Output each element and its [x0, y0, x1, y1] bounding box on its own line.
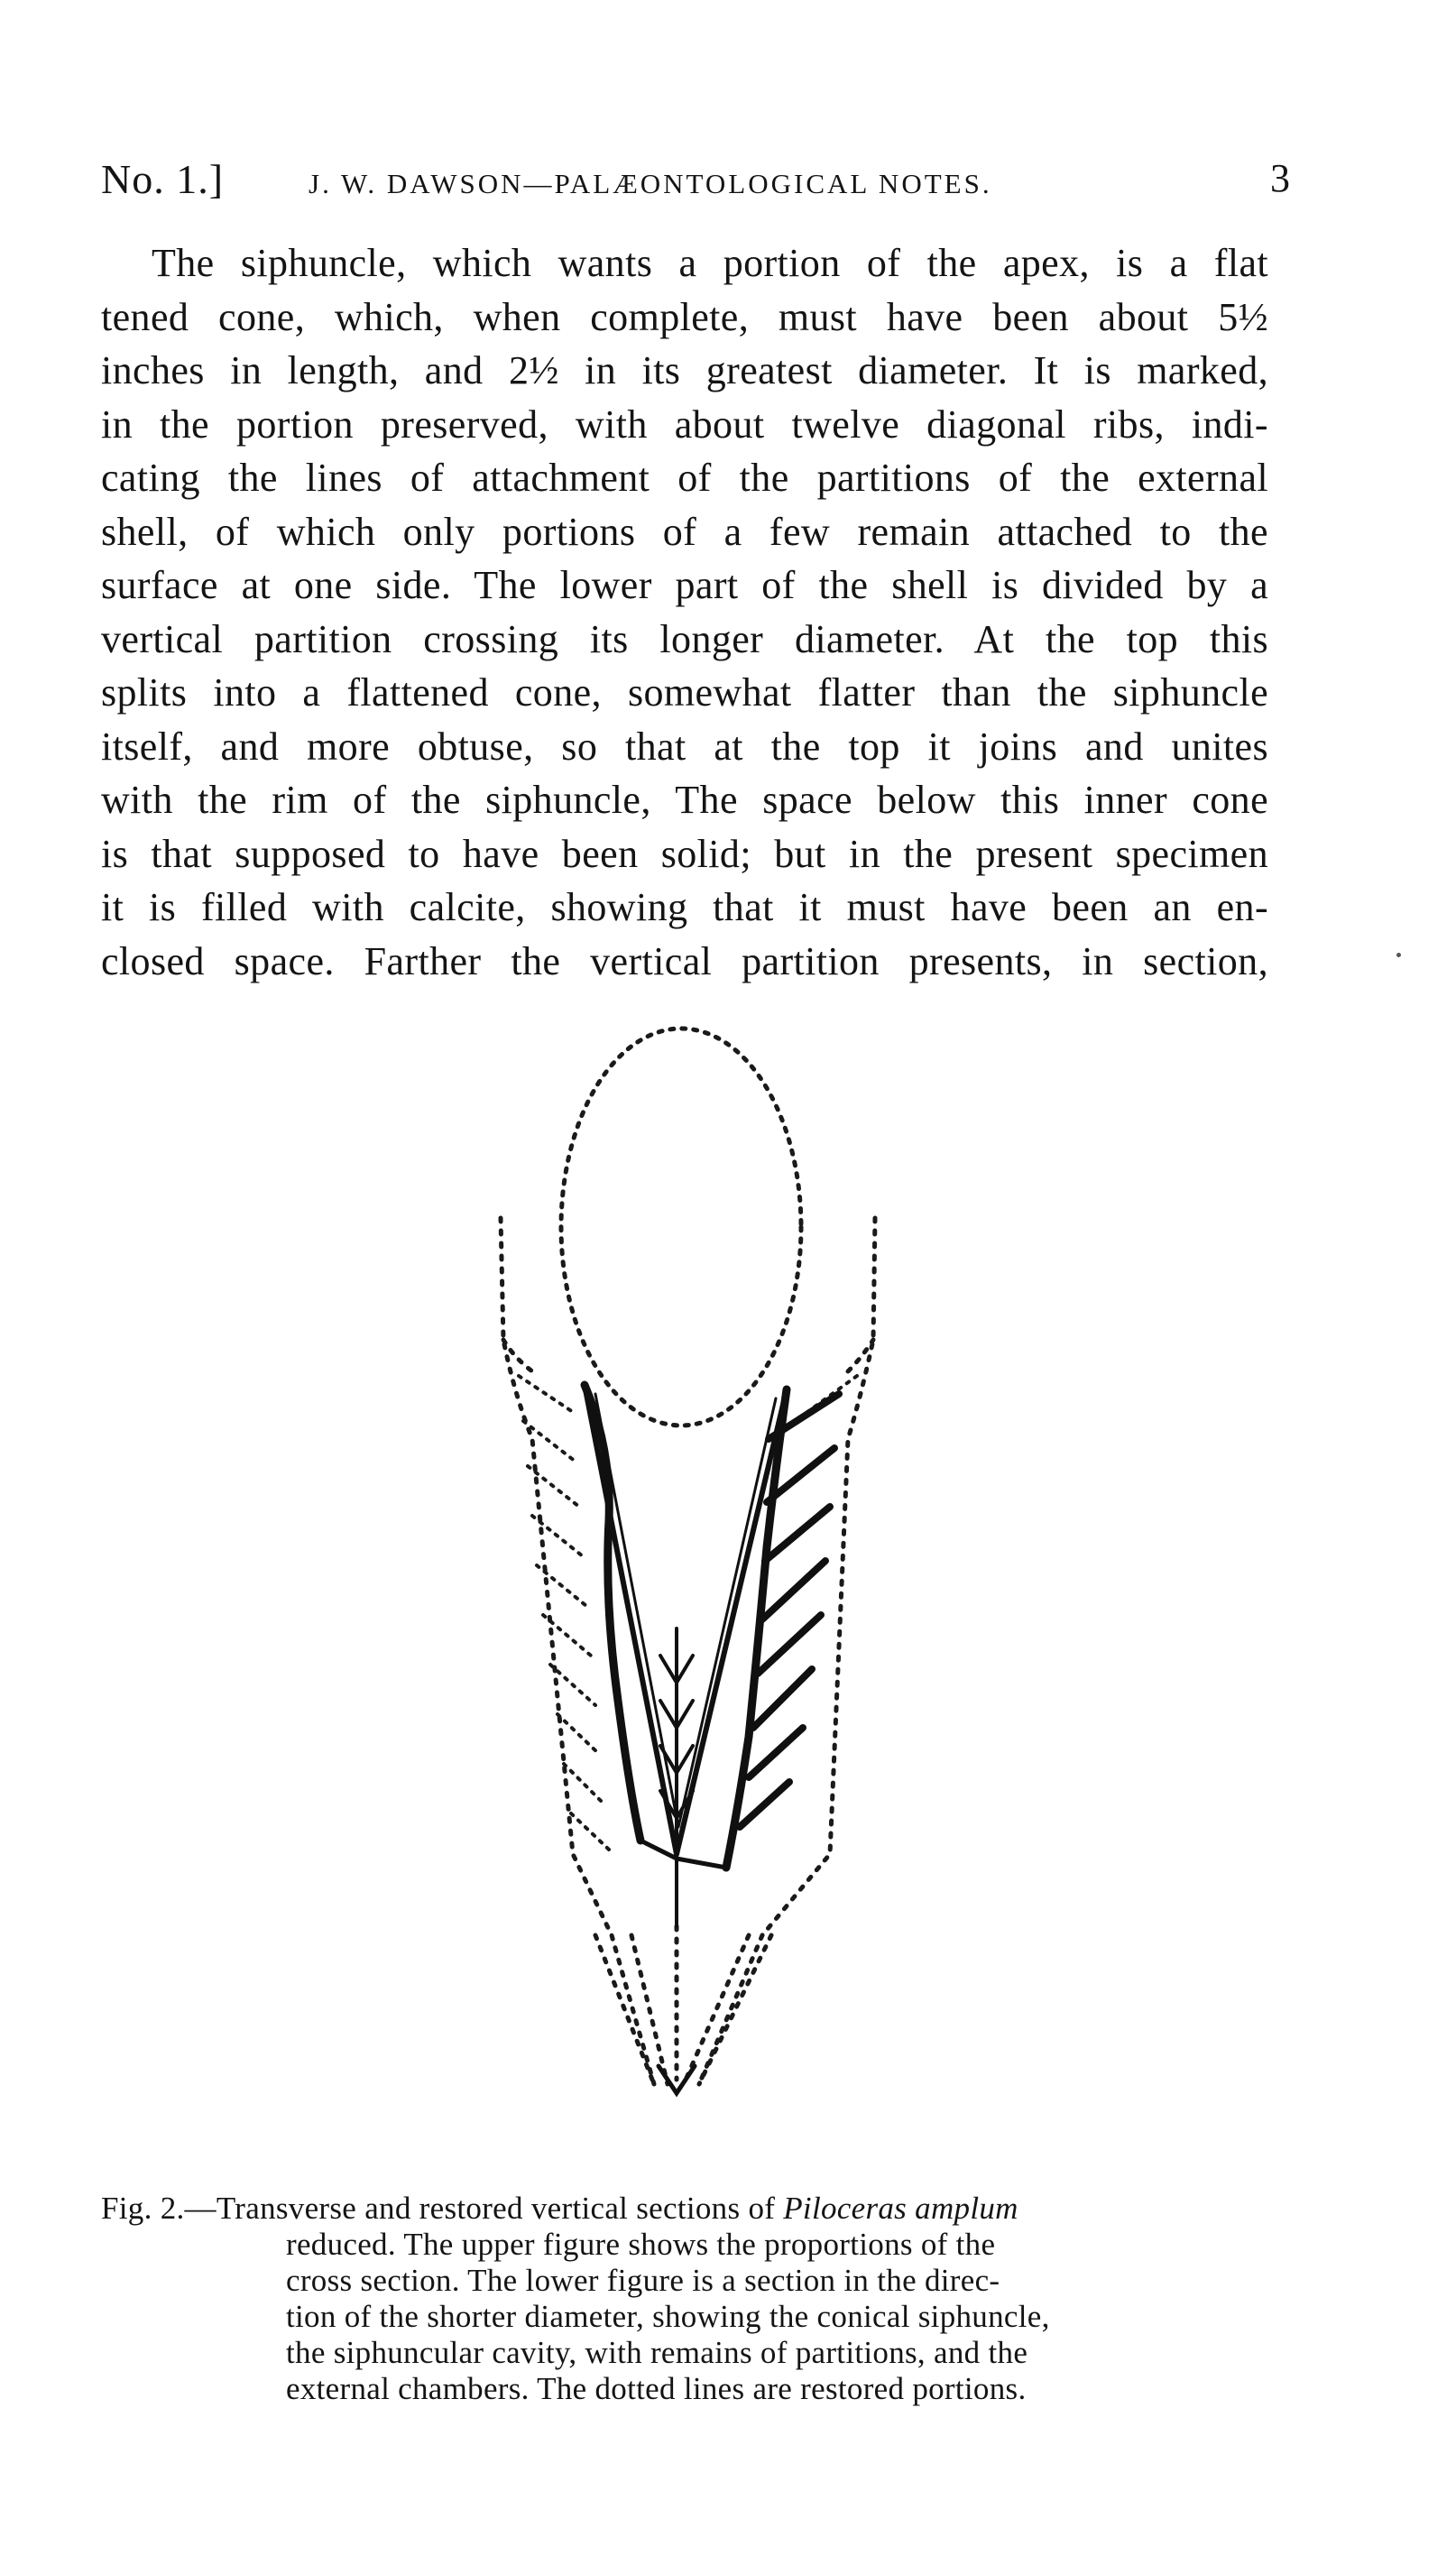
partition-ribs [740, 1394, 839, 1827]
figure-2-illustration [451, 1015, 902, 2170]
paragraph-line: shell, of which only portions of a few remain attached to the [101, 509, 1268, 554]
paragraph-line: it is filled with calcite, showing that it must have been an en- [101, 885, 1268, 929]
caption-line: external chambers. The dotted lines are restored portions. [286, 2371, 1027, 2406]
caption-lead: Fig. 2.—Transverse and restored vertical sections of [101, 2191, 784, 2226]
running-head [101, 155, 1290, 209]
paragraph-line: with the rim of the siphuncle, The space below this inner cone [101, 778, 1268, 822]
issue-number: No. 1.] [101, 156, 225, 202]
paragraph-line: inches in length, and 2½ in its greatest diameter. It is marked, [101, 348, 1268, 392]
paragraph-line: in the portion preserved, with about twelve diagonal ribs, indi- [101, 401, 1268, 447]
paragraph-line: The siphuncle, which wants a portion of the apex, is a flat [152, 241, 1268, 285]
body-paragraph [101, 236, 1268, 988]
paragraph-line: tened cone, which, when complete, must have been about 5½ [101, 294, 1268, 339]
transverse-section-ellipse [561, 1029, 801, 1426]
paragraph-line: is that supposed to have been solid; but in the present specimen [101, 831, 1268, 876]
print-speck [1396, 953, 1401, 957]
central-partition-herringbone [660, 1628, 693, 1926]
paragraph-line: itself, and more obtuse, so that at the top it joins and unites [101, 724, 1268, 769]
caption-first-line [101, 2191, 1274, 2227]
caption-line: cross section. The lower figure is a section in the direc- [286, 2263, 1000, 2298]
paragraph-line: splits into a flattened cone, somewhat flatter than the siphuncle [101, 670, 1268, 715]
caption-species-name: Piloceras amplum [783, 2191, 1018, 2226]
paragraph-line: cating the lines of attachment of the partitions of the external [101, 456, 1268, 500]
paragraph-line: vertical partition crossing its longer diameter. At the top this [101, 616, 1268, 661]
restored-chamber-ribs [519, 1376, 857, 1850]
outer-shell-dotted-outline [501, 1218, 875, 2084]
paragraph-line: surface at one side. The lower part of the shell is divided by a [101, 563, 1268, 607]
caption-line: reduced. The upper figure shows the proportions of the [286, 2227, 996, 2262]
figure-caption [101, 2191, 1274, 2407]
paragraph-line: closed space. Farther the vertical partition presents, in section, [101, 938, 1268, 983]
page-number: 3 [1270, 156, 1290, 200]
caption-line: the siphuncular cavity, with remains of partitions, and the [286, 2335, 1028, 2370]
siphuncle-cone-walls [585, 1385, 787, 1868]
running-title: J. W. DAWSON—PALÆONTOLOGICAL NOTES. [309, 168, 992, 199]
caption-line: tion of the shorter diameter, showing the conical siphuncle, [286, 2299, 1050, 2334]
